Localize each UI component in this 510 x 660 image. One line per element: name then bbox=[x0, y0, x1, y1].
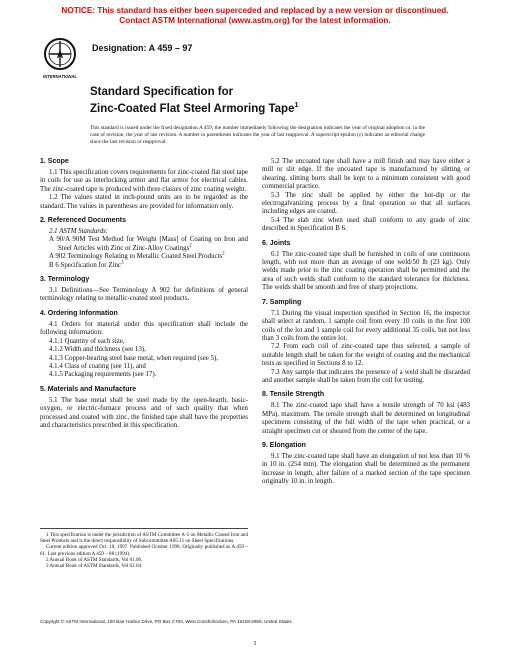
section-heading: 3. Terminology bbox=[40, 276, 90, 284]
reference-item: A 902 Terminology Relating to Metallic Coated Steel Products$^2$ bbox=[49, 251, 225, 261]
paragraph: 1.1 This specification covers requirements for zinc-coated flat steel tape in coils for use as interlocking armor and flat armor for electrical cables. The zinc-coated tape is produced with three classes of zinc coating weight. bbox=[40, 169, 248, 193]
list-item: 4.1.5 Packaging requirements (see 17). bbox=[49, 371, 157, 379]
svg-text:A: A bbox=[56, 50, 64, 60]
supersede-notice bbox=[0, 6, 510, 26]
footnote: 2 Annual Book of ASTM Standards, Vol 01.06. bbox=[46, 556, 143, 563]
paragraph: 5.3 The zinc shall be applied by either the hot-dip or the electrogalvanizing process by a final operation so that all surfaces including edges are coated. bbox=[262, 191, 470, 216]
paragraph: 6.1 The zinc-coated tape shall be furnished in coils of one continuous length, with not more than an average of one weld/50 lb (23 kg). Only welds made prior to the zinc coating operation shall be permitted and the area of such welds shall conform to the standard tolerance for thickness. The welds shall be smooth and free of sharp projections. bbox=[262, 250, 470, 292]
paragraph: 2.1 ASTM Standards: bbox=[49, 228, 109, 236]
paragraph: 5.4 The slab zinc when used shall conform to any grade of zinc described in Specification B 6. bbox=[262, 216, 470, 233]
paragraph: 9.1 The zinc-coated tape shall have an elongation of not less than 10 % in 10 in. (254 mm). The elongation shall be determined as the permanent increase in length, after failure of a marked section of the tape specimen originally 10 in. in length. bbox=[262, 452, 470, 486]
section-heading: 6. Joints bbox=[262, 239, 291, 247]
list-item: 4.1.4 Class of coating (see 11), and bbox=[49, 362, 146, 370]
designation: Designation: A 459 – 97 bbox=[92, 43, 193, 53]
copyright-line: Copyright © ASTM International, 100 Barr Harbor Drive, PO Box C700, West Conshohocken, PA 19428-2959, United States. bbox=[40, 619, 293, 624]
list-item: 4.1.2 Width and thickness (see 13), bbox=[49, 346, 146, 354]
footnote: 3 Annual Book of ASTM Standards, Vol 02.04. bbox=[46, 563, 143, 570]
right-column bbox=[262, 158, 470, 487]
footnote: Current edition approved Oct. 10, 1997. Published October 1998. Originally published as A 459 – 61. Last previous edition A 459 – 88 (1994). bbox=[40, 544, 248, 557]
astm-logo bbox=[40, 36, 80, 80]
section-heading: 7. Sampling bbox=[262, 298, 302, 306]
svg-text:INTERNATIONAL: INTERNATIONAL bbox=[43, 74, 77, 79]
paragraph: 1.2 The values stated in inch-pound units are to be regarded as the standard. The values in parentheses are provided for information only. bbox=[40, 194, 248, 210]
paragraph: 7.2 From each coil of zinc-coated tape thus selected, a sample of suitable length shall be taken for the weight of coating and the mechanical tests as specified in Sections 8 to 12. bbox=[262, 343, 470, 368]
paragraph: 8.1 The zinc-coated tape shall have a tensile strength of 70 ksi (483 MPa), maximum. The tensile strength shall be determined on longitudinal specimens consisting of the full width of the tape when practical, or a straight specimen cut or sheared from the center of the tape. bbox=[262, 402, 470, 435]
paragraph: 4.1 Orders for material under this specification shall include the following information: bbox=[40, 320, 248, 337]
reference-item: A 90/A 90M Test Method for Weight [Mass] of Coating on Iron and Steel Articles with Zinc or Zinc-Alloy Coatings$^2$ bbox=[49, 236, 248, 252]
paragraph: 7.3 Any sample that indicates the presence of a weld shall be discarded and another sample shall be taken from the coil for testing. bbox=[262, 368, 470, 384]
list-item: 4.1.3 Copper-bearing steel base metal, when required (see 5), bbox=[49, 354, 219, 362]
paragraph: 5.2 The uncoated tape shall have a mill finish and may have either a mill or slit edge. If the uncoated tape is manufactured by slitting or shearing, slitting burrs shall be kept to a minimum consistent with good commercial practice. bbox=[262, 158, 470, 191]
document-title bbox=[90, 86, 298, 116]
notice-line-1: NOTICE: This standard has either been superceded and replaced by a new version or discontinued. bbox=[61, 6, 449, 15]
section-heading: 1. Scope bbox=[40, 158, 69, 165]
section-heading: 5. Materials and Manufacture bbox=[40, 385, 137, 393]
section-heading: 8. Tensile Strength bbox=[262, 391, 325, 399]
paragraph: 5.1 The base metal shall be steel made by the open-hearth, basic-oxygen, or electric-furnace process and of such quality that when processed and coated with zinc, the finished tape shall have the properties and characteristics prescribed in this specification. bbox=[40, 396, 248, 429]
section-heading: 9. Elongation bbox=[262, 441, 306, 449]
issuance-note: This standard is issued under the fixed designation A 459; the number immediately following the designation indicates the year of original adoption or, in the case of revision, the year of last revision. A number in parentheses indicates the year of last reapproval. A superscript epsilon (ε) indicates an editorial change since the last revision or reapproval. bbox=[90, 125, 425, 145]
page-number: 1 bbox=[253, 640, 257, 647]
section-heading: 4. Ordering Information bbox=[40, 309, 118, 317]
paragraph: 7.1 During the visual inspection specified in Section 16, the inspector shall select at random, 1 sample coil from every 10 coils in the first 100 coils of the lot and 1 sample coil for every additional 35 coils, but not less than 3 coils from the entire lot. bbox=[262, 309, 470, 342]
notice-line-2: Contact ASTM International (www.astm.org) for the latest information. bbox=[119, 16, 391, 25]
list-item: 4.1.1 Quantity of each size, bbox=[49, 337, 125, 345]
left-column bbox=[40, 158, 248, 430]
paragraph: 3.1 Definitions—See Terminology A 902 for definitions of general terminology relating to metallic-coated steel products. bbox=[40, 287, 248, 303]
title-line-2: Zinc-Coated Flat Steel Armoring Tape$^1$ bbox=[90, 102, 299, 115]
section-heading: 2. Referenced Documents bbox=[40, 217, 126, 225]
title-line-1: Standard Specification for bbox=[90, 86, 234, 98]
footnote: 1 This specification is under the jurisdiction of ASTM Committee A-5 on Metallic Coated Iron and Steel Products and is the direct responsibility of Subcommittee A05.11 on Sheet Specifications. bbox=[40, 532, 248, 545]
reference-item: B 6 Specification for Zinc$^3$ bbox=[49, 260, 124, 269]
footnotes bbox=[40, 528, 248, 569]
